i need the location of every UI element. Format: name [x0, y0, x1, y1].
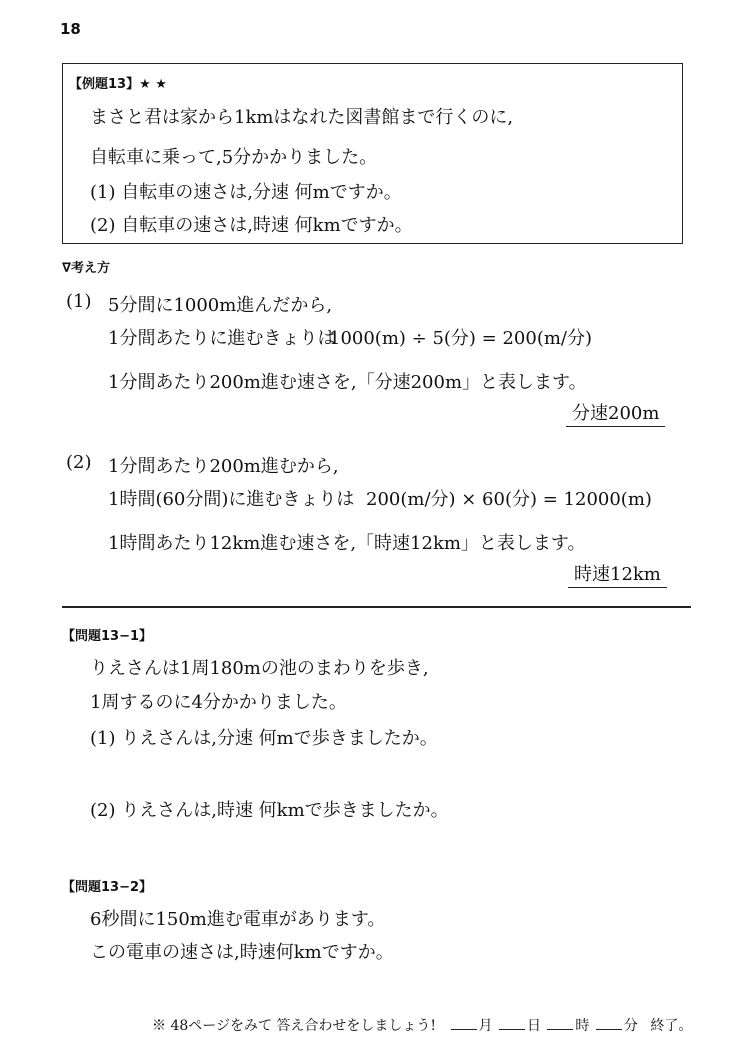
problem1-question-1: (1) りえさんは,分速 何mで歩きましたか。: [90, 728, 438, 749]
day-blank[interactable]: [499, 1016, 525, 1030]
part2-answer: 時速12km: [568, 560, 667, 588]
part1-number: (1): [66, 291, 92, 312]
problem2-line-2: この電車の速さは,時速何kmですか。: [90, 942, 394, 963]
part1-line-3: 1分間あたり200m進む速さを,「分速200m」と表します。: [108, 372, 587, 393]
part2-line-1: 1分間あたり200m進むから,: [108, 456, 339, 477]
part2-line-2-text: 1時間(60分間)に進むきょりは: [108, 489, 355, 510]
problem2-line-1: 6秒間に150m進む電車があります。: [90, 909, 386, 930]
part1-answer: 分速200m: [566, 399, 665, 427]
problem2-heading: 【問題13−2】: [62, 880, 153, 895]
minute-blank[interactable]: [596, 1016, 622, 1030]
part2-line-3: 1時間あたり12km進む速さを,「時速12km」と表します。: [108, 533, 586, 554]
end-label: 終了。: [650, 1018, 693, 1034]
problem1-question-2: (2) りえさんは,時速 何kmで歩きましたか。: [90, 800, 449, 821]
problem1-heading: 【問題13−1】: [62, 629, 153, 644]
section-divider: [62, 606, 691, 608]
problem1-line-1: りえさんは1周180mの池のまわりを歩き,: [90, 658, 429, 679]
month-label: 月: [478, 1018, 493, 1034]
hour-label: 時: [575, 1018, 590, 1034]
part2-number: (2): [66, 452, 92, 473]
example-line-1: まさと君は家から1kmはなれた図書館まで行くのに,: [90, 107, 514, 128]
example-question-2: (2) 自転車の速さは,時速 何kmですか。: [90, 215, 413, 236]
part1-line-2-text: 1分間あたりに進むきょりは: [108, 328, 336, 349]
minute-label: 分: [623, 1018, 638, 1034]
example-tag: 【例題13】★ ★: [69, 77, 167, 92]
day-label: 日: [526, 1018, 541, 1034]
example-line-2: 自転車に乗って,5分かかりました。: [90, 147, 378, 168]
month-blank[interactable]: [451, 1016, 477, 1030]
problem1-line-2: 1周するのに4分かかりました。: [90, 692, 347, 713]
footer: [152, 1015, 692, 1035]
example-question-1: (1) 自転車の速さは,分速 何mですか。: [90, 182, 402, 203]
thinking-heading: ∇考え方: [62, 261, 111, 276]
page-number: 18: [60, 20, 81, 38]
part2-line-2-formula: 200(m/分) × 60(分) = 12000(m): [366, 489, 652, 510]
footer-note: ※ 48ページをみて 答え合わせをしましょう!: [152, 1018, 437, 1034]
hour-blank[interactable]: [547, 1016, 573, 1030]
part1-line-2-formula: 1000(m) ÷ 5(分) = 200(m/分): [329, 328, 593, 349]
part1-line-1: 5分間に1000m進んだから,: [108, 295, 333, 316]
